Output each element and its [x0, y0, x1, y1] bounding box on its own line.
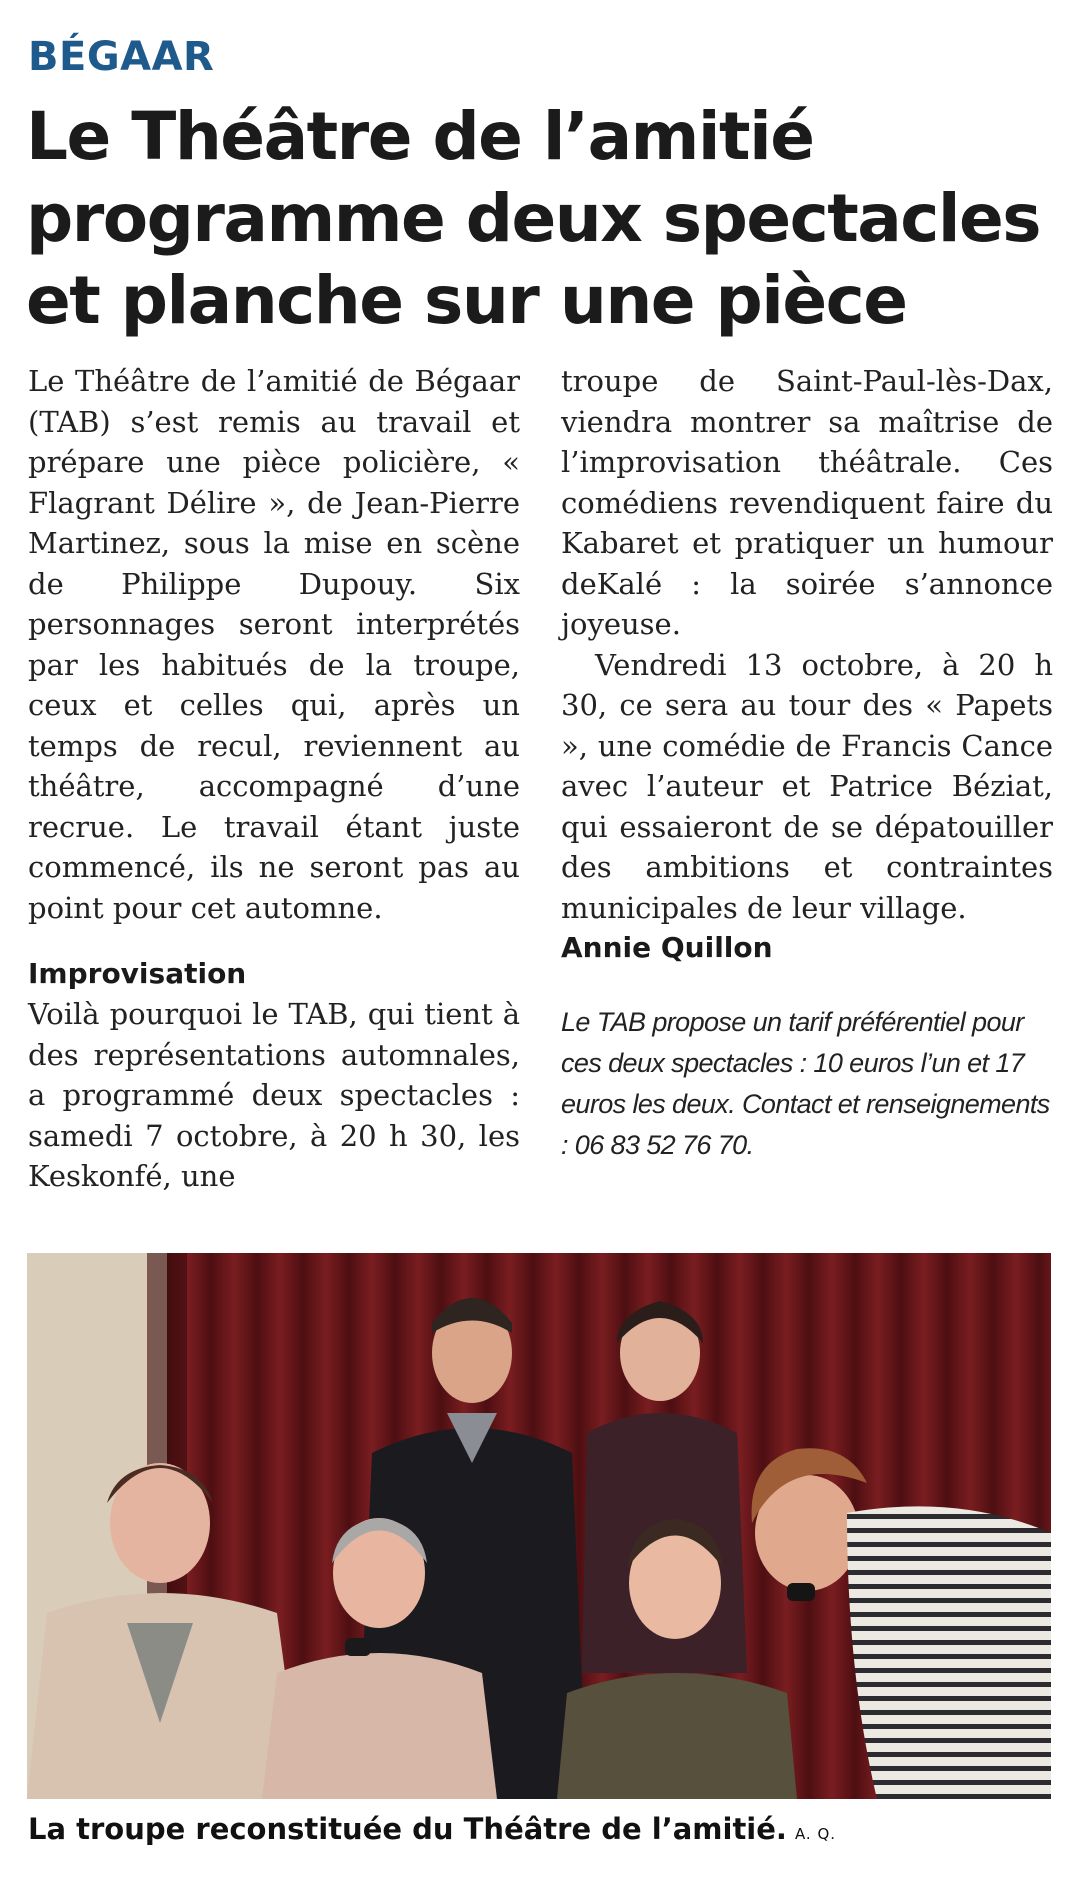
- caption-text: La troupe reconstituée du Théâtre de l’amitié.: [28, 1812, 787, 1846]
- photo-credit: A. Q.: [794, 1825, 837, 1843]
- article-column-left: [28, 361, 520, 1197]
- headline-line-2: programme deux spectacles: [26, 180, 1041, 257]
- section-kicker: BÉGAAR: [28, 34, 215, 80]
- headline-line-1: Le Théâtre de l’amitié: [26, 98, 814, 175]
- article-column-right: [561, 361, 1053, 1166]
- info-box: Le TAB propose un tarif préférentiel pour ces deux spectacles : 10 euros l’un et 17 euros les deux. Contact et renseignements : 06 83 52 76 70.: [561, 1007, 1050, 1160]
- troupe-photo-illustration: [27, 1253, 1051, 1799]
- headline: [26, 96, 1056, 342]
- paragraph-2-start: Voilà pourquoi le TAB, qui tient à des représentations automnales, a programmé deux spectacles : samedi 7 octobre, à 20 h 30, les Keskonfé, une: [28, 997, 520, 1193]
- byline: Annie Quillon: [561, 931, 773, 964]
- paragraph-3: Vendredi 13 octobre, à 20 h 30, ce sera au tour des « Papets », une comédie de Francis Cance avec l’auteur et Patrice Béziat, qui essaieront de se dépatouiller des ambitions et contraintes municipales de leur village.: [561, 647, 1053, 925]
- paragraph-2-end: troupe de Saint-Paul-lès-Dax, viendra montrer sa maîtrise de l’improvisation théâtrale. Ces comédiens revendiquent faire du Kabaret et pratiquer un humour deKalé : la soirée s’annonce joyeuse.: [561, 364, 1053, 641]
- headline-line-3: et planche sur une pièce: [26, 262, 907, 339]
- troupe-photo: [27, 1253, 1051, 1799]
- paragraph-1: Le Théâtre de l’amitié de Bégaar (TAB) s’est remis au travail et prépare une pièce policière, « Flagrant Délire », de Jean-Pierre Martinez, sous la mise en scène de Philippe Dupouy. Six personnages seront interprétés par les habitués de la troupe, ceux et celles qui, après un temps de recul, reviennent au théâtre, accompagné d’une recrue. Le travail étant juste commencé, ils ne seront pas au point pour cet automne.: [28, 364, 520, 925]
- paragraph-2-full: [0, 0, 1, 1]
- photo-caption: [28, 1812, 836, 1846]
- subhead-improvisation: Improvisation: [28, 957, 247, 990]
